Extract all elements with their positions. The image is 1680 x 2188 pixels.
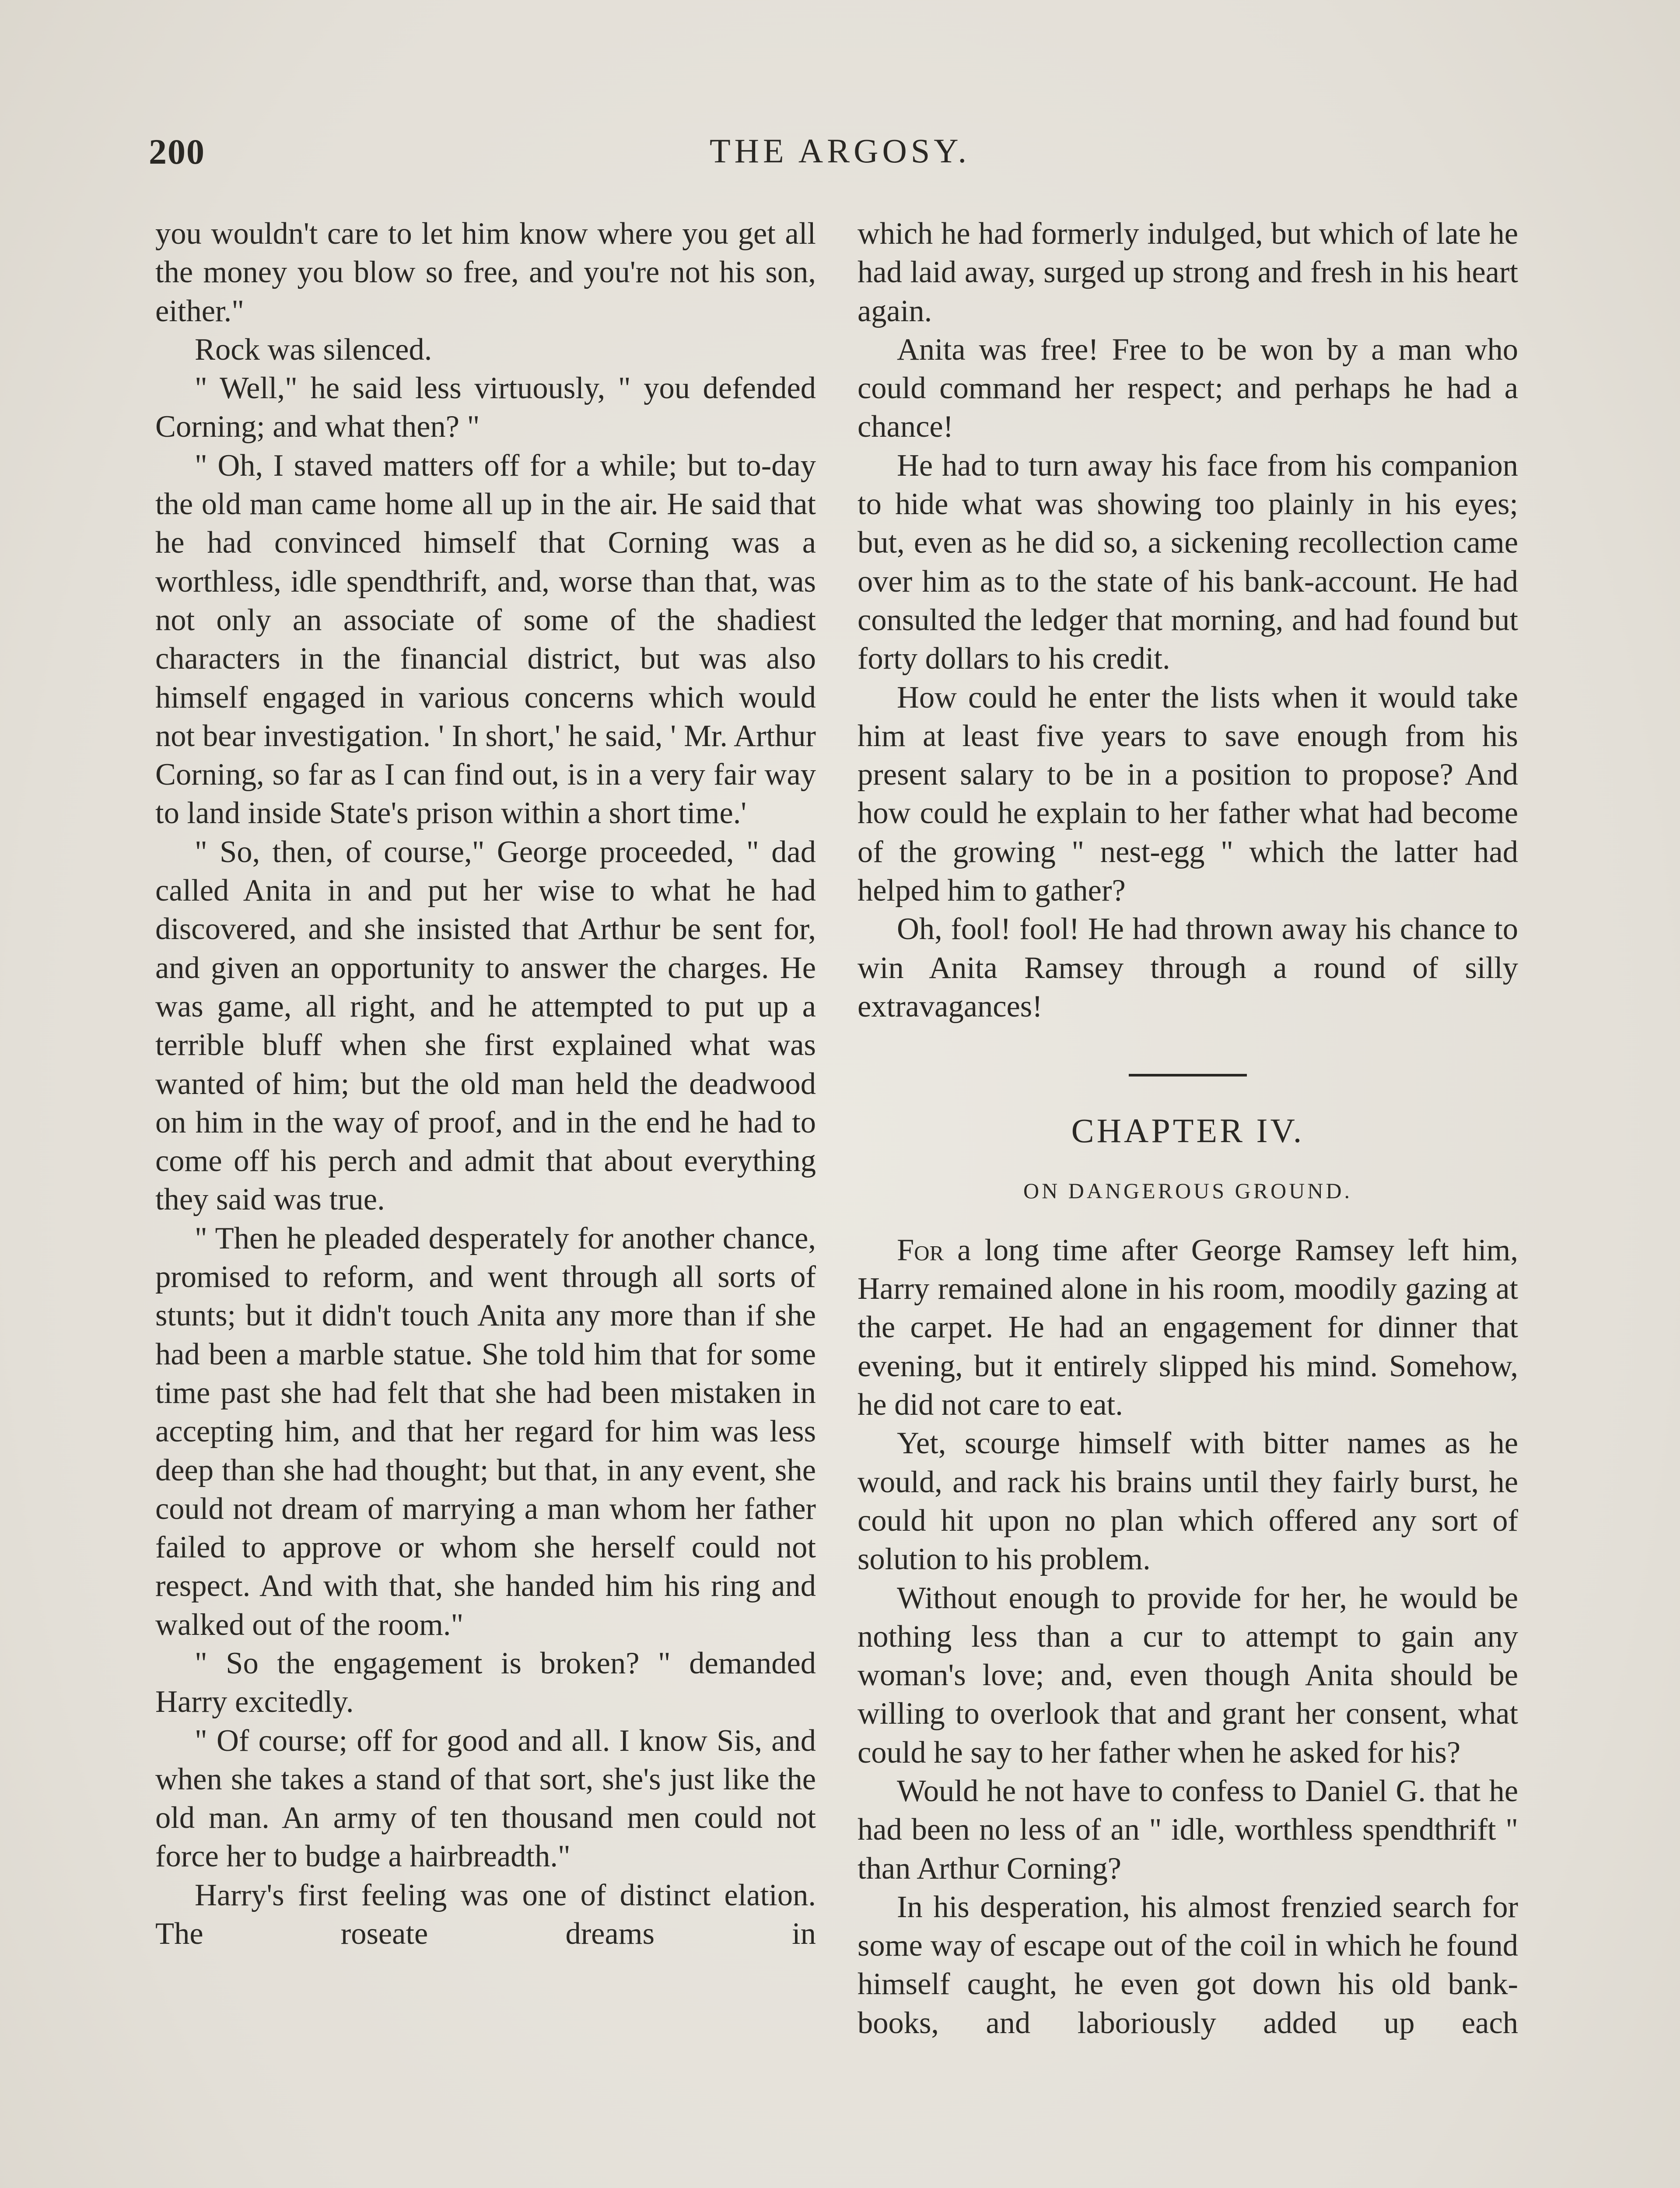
paragraph: " So, then, of course," George proceeded, " dad called Anita in and put her wise to what he had discovered, and she insisted that Arthur be sent for, and given an opportunity to answer the charges. He was game, all right, and he attempted to put up a terrible bluff when she first explained what was wanted of him; but the old man held the deadwood on him in the way of proof, and in the end he had to come off his perch and admit that about everything they said was true. xyxy=(155,835,816,1217)
paragraph: How could he enter the lists when it would take him at least five years to save enough from his present salary to be in a position to propose? And how could he explain to her father what had become of the growing " nest-egg " which the latter had helped him to gather? xyxy=(858,680,1518,908)
paragraph: Rock was silenced. xyxy=(195,332,432,367)
running-title: THE ARGOSY. xyxy=(710,132,970,170)
paragraph: Would he not have to confess to Daniel G. that he had been no less of an " idle, worthless spendthrift " than Arthur Corning? xyxy=(858,1774,1518,1886)
paragraph: In his desperation, his almost frenzied search for some way of escape out of the coil in which he found himself caught, he even got down his old bank-books, and laboriously added up each xyxy=(858,1890,1518,2040)
paragraph: " So the engagement is broken? " demanded Harry excitedly. xyxy=(155,1646,816,1719)
paragraph: Without enough to provide for her, he would be nothing less than a cur to attempt to gain any woman's love; and, even though Anita should be willing to overlook that and grant her consent, what could he say to her father when he asked for his? xyxy=(858,1581,1518,1770)
paragraph-text: a long time after George Ramsey left him, Harry remained alone in his room, moodily gazing at the carpet. He had an engagement for dinner that evening, but it entirely slipped his mind. Somehow, he did not care to eat. xyxy=(858,1233,1518,1422)
drop-word: For xyxy=(897,1233,944,1267)
chapter-title: CHAPTER IV. xyxy=(1071,1112,1305,1150)
page-header xyxy=(149,131,1531,184)
page-number: 200 xyxy=(149,132,205,172)
left-column xyxy=(155,214,816,1953)
paragraph: which he had formerly indulged, but which of late he had laid away, surged up strong and fresh in his heart again. xyxy=(858,217,1518,328)
paragraph: you wouldn't care to let him know where you get all the money you blow so free, and you're not his son, either." xyxy=(155,217,816,328)
paragraph: " Oh, I staved matters off for a while; but to-day the old man came home all up in the air. He said that he had convinced himself that Corning was a worthless, idle spendthrift, and, worse than that, was not only an associate of some of the shadiest characters in the financial district, but was also himself engaged in various concerns which would not bear investigation. ' In short,' he said, ' Mr. Arthur Corning, so far as I can find out, is in a very fair way to land inside State's prison within a short time.' xyxy=(155,448,816,831)
paragraph: Harry's first feeling was one of distinct elation. The roseate dreams in xyxy=(155,1878,816,1951)
paragraph: Yet, scourge himself with bitter names as he would, and rack his brains until they fairly burst, he could hit upon no plan which offered any sort of solution to his problem. xyxy=(858,1426,1518,1577)
chapter-subtitle: ON DANGEROUS GROUND. xyxy=(1023,1178,1352,1203)
section-divider xyxy=(1129,1074,1247,1076)
paragraph xyxy=(858,1231,1518,1424)
paragraph: He had to turn away his face from his companion to hide what was showing too plainly in his eyes; but, even as he did so, a sickening recollection came over him as to the state of his bank-account. He had consulted the ledger that morning, and had found but forty dollars to his credit. xyxy=(858,448,1518,676)
paragraph: " Of course; off for good and all. I know Sis, and when she takes a stand of that sort, she's just like the old man. An army of ten thousand men could not force her to budge a hairbreadth." xyxy=(155,1723,816,1874)
paragraph: Oh, fool! fool! He had thrown away his chance to win Anita Ramsey through a round of silly extravagances! xyxy=(858,912,1518,1024)
paragraph: " Then he pleaded desperately for another chance, promised to reform, and went through all sorts of stunts; but it didn't touch Anita any more than if she had been a marble statue. She told him that for some time past she had felt that she had been mistaken in accepting him, and that her regard for him was less deep than she had thought; but that, in any event, she could not dream of marrying a man whom her father failed to approve or whom she herself could not respect. And with that, she handed him his ring and walked out of the room." xyxy=(155,1221,816,1642)
paragraph: Anita was free! Free to be won by a man who could command her respect; and perhaps he had a chance! xyxy=(858,332,1518,444)
right-column xyxy=(858,214,1518,2042)
paragraph: " Well," he said less virtuously, " you defended Corning; and what then? " xyxy=(155,371,816,444)
